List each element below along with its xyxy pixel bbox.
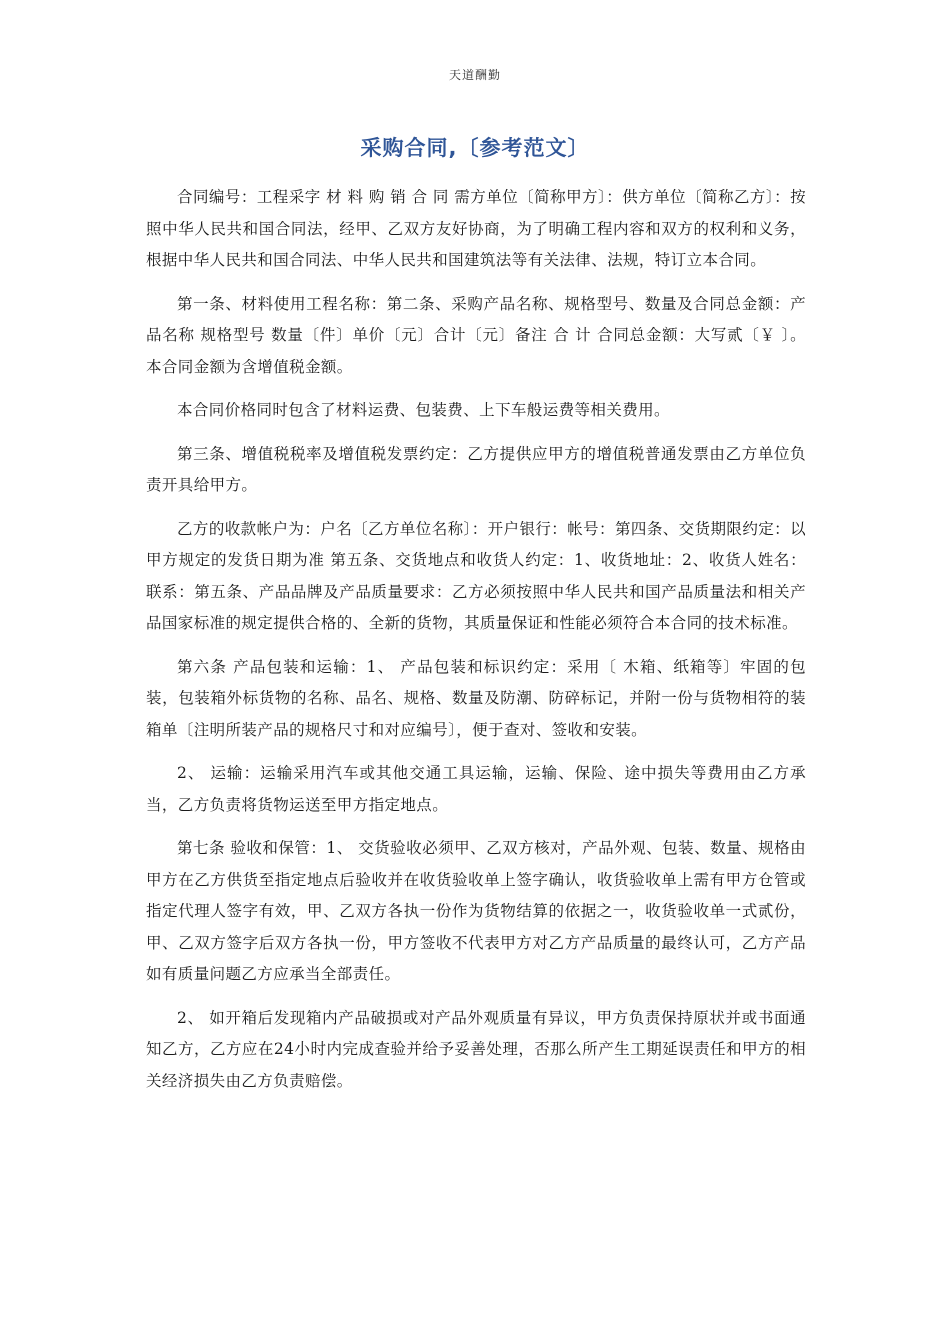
paragraph-article-6: 第六条 产品包装和运输：1、 产品包装和标识约定：采用〔 木箱、纸箱等〕牢固的包装，包装箱外标货物的名称、品名、规格、数量及防潮、防碎标记，并附一份与货物相符的装箱单〔注明所装产品的规格尺寸和对应编号〕，便于查对、签收和安装。 (146, 657, 806, 739)
paragraph-damage-claims: 2、 如开箱后发现箱内产品破损或对产品外观质量有异议，甲方负责保持原状并或书面通知乙方，乙方应在24小时内完成查验并给予妥善处理，否那么所产生工期延误责任和甲方的相关经济损失由乙方负责赔偿。 (146, 1008, 806, 1090)
paragraph-price-includes: 本合同价格同时包含了材料运费、包装费、上下车般运费等相关费用。 (177, 401, 670, 419)
document-title: 采购合同,〔参考范文〕 (360, 136, 590, 160)
paragraph-article-4-5: 乙方的收款帐户为：户名〔乙方单位名称〕：开户银行：帐号：第四条、交货期限约定：以甲方规定的发货日期为准 第五条、交货地点和收货人约定：1、收货地址：2、收货人姓名：联系：第五条、产品品牌及产品质量要求：乙方必须按照中华人民共和国产品质量法和相关产品国家标准的规定提供合格的、全新的货物，其质量保证和性能必须符合本合同的技术标准。 (146, 519, 806, 632)
paragraph-transport: 2、 运输：运输采用汽车或其他交通工具运输，运输、保险、途中损失等费用由乙方承当，乙方负责将货物运送至甲方指定地点。 (146, 764, 806, 814)
document-body (146, 182, 806, 1109)
paragraph-article-1-2: 第一条、材料使用工程名称：第二条、采购产品名称、规格型号、数量及合同总金额：产品名称 规格型号 数量〔件〕单价〔元〕合计〔元〕备注 合 计 合同总金额：大写贰〔￥ 〕。本合同金额为含增值税金额。 (146, 294, 806, 376)
paragraph-contract-intro: 合同编号：工程采字 材 料 购 销 合 同 需方单位〔简称甲方〕：供方单位〔简称乙方〕：按照中华人民共和国合同法，经甲、乙双方友好协商，为了明确工程内容和双方的权利和义务，根据中华人民共和国合同法、中华人民共和国建筑法等有关法律、法规，特订立本合同。 (146, 188, 806, 269)
paragraph-article-7: 第七条 验收和保管：1、 交货验收必须甲、乙双方核对，产品外观、包装、数量、规格由甲方在乙方供货至指定地点后验收并在收货验收单上签字确认，收货验收单上需有甲方仓管或指定代理人签字有效，甲、乙双方各执一份作为货物结算的依据之一，收货验收单一式贰份，甲、乙双方签字后双方各执一份，甲方签收不代表甲方对乙方产品质量的最终认可，乙方产品如有质量问题乙方应承当全部责任。 (146, 839, 806, 983)
page-header-motto: 天道酬勤 (448, 68, 501, 82)
paragraph-article-3: 第三条、增值税税率及增值税发票约定：乙方提供应甲方的增值税普通发票由乙方单位负责开具给甲方。 (146, 444, 806, 494)
